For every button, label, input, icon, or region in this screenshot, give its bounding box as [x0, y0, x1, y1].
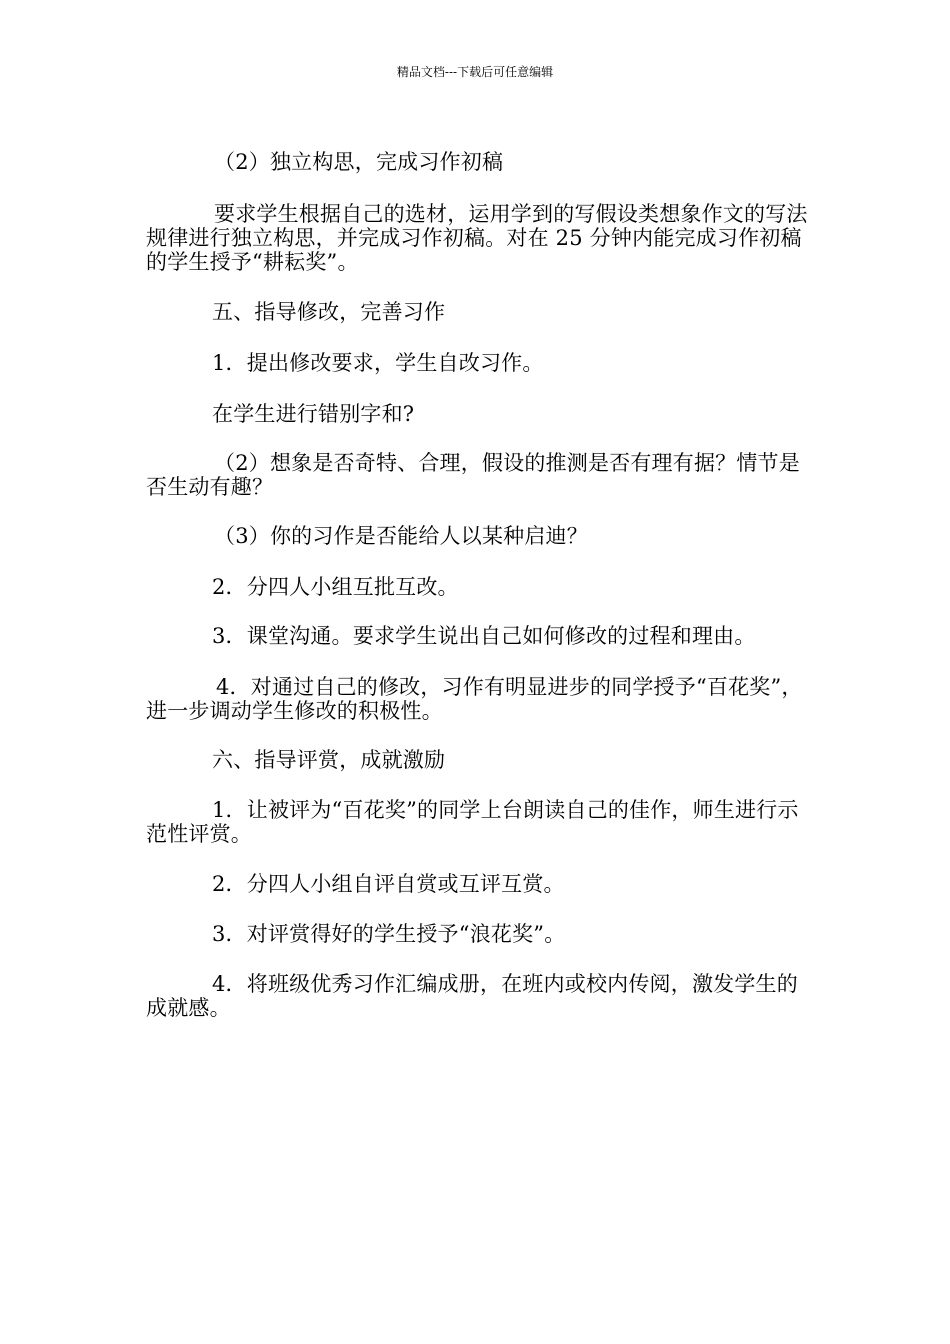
section-heading: 六、指导评赏，成就激励	[212, 748, 446, 772]
subsection-heading: （2）独立构思，完成习作初稿	[214, 150, 504, 174]
list-item: 2．分四人小组互批互改。	[212, 575, 459, 599]
list-item: 3．课堂沟通。要求学生说出自己如何修改的过程和理由。	[212, 624, 756, 648]
list-item: 3．对评赏得好的学生授予“浪花奖”。	[212, 922, 566, 946]
list-item: 2．分四人小组自评自赏或互评互赏。	[212, 872, 565, 896]
list-item: （2）想象是否奇特、合理，假设的推测是否有理有据？情节是否生动有趣？	[146, 451, 800, 499]
section-heading: 五、指导修改，完善习作	[212, 300, 446, 324]
page-header: 精品文档---下载后可任意编辑	[396, 65, 554, 79]
list-item: 4．对通过自己的修改，习作有明显进步的同学授予“百花奖”，进一步调动学生修改的积极性。	[146, 675, 803, 723]
paragraph: 要求学生根据自己的选材，运用学到的写假设类想象作文的写法规律进行独立构思，并完成习作初稿。对在 25 分钟内能完成习作初稿的学生授予“耕耘奖”。	[146, 202, 808, 274]
paragraph: 在学生进行错别字和?	[212, 402, 415, 426]
list-item: 1．提出修改要求，学生自改习作。	[212, 351, 544, 375]
list-item: 1．让被评为“百花奖”的同学上台朗读自己的佳作，师生进行示范性评赏。	[146, 798, 799, 846]
list-item: （3）你的习作是否能给人以某种启迪？	[214, 524, 588, 548]
list-item: 4．将班级优秀习作汇编成册，在班内或校内传阅，激发学生的成就感。	[146, 972, 798, 1020]
